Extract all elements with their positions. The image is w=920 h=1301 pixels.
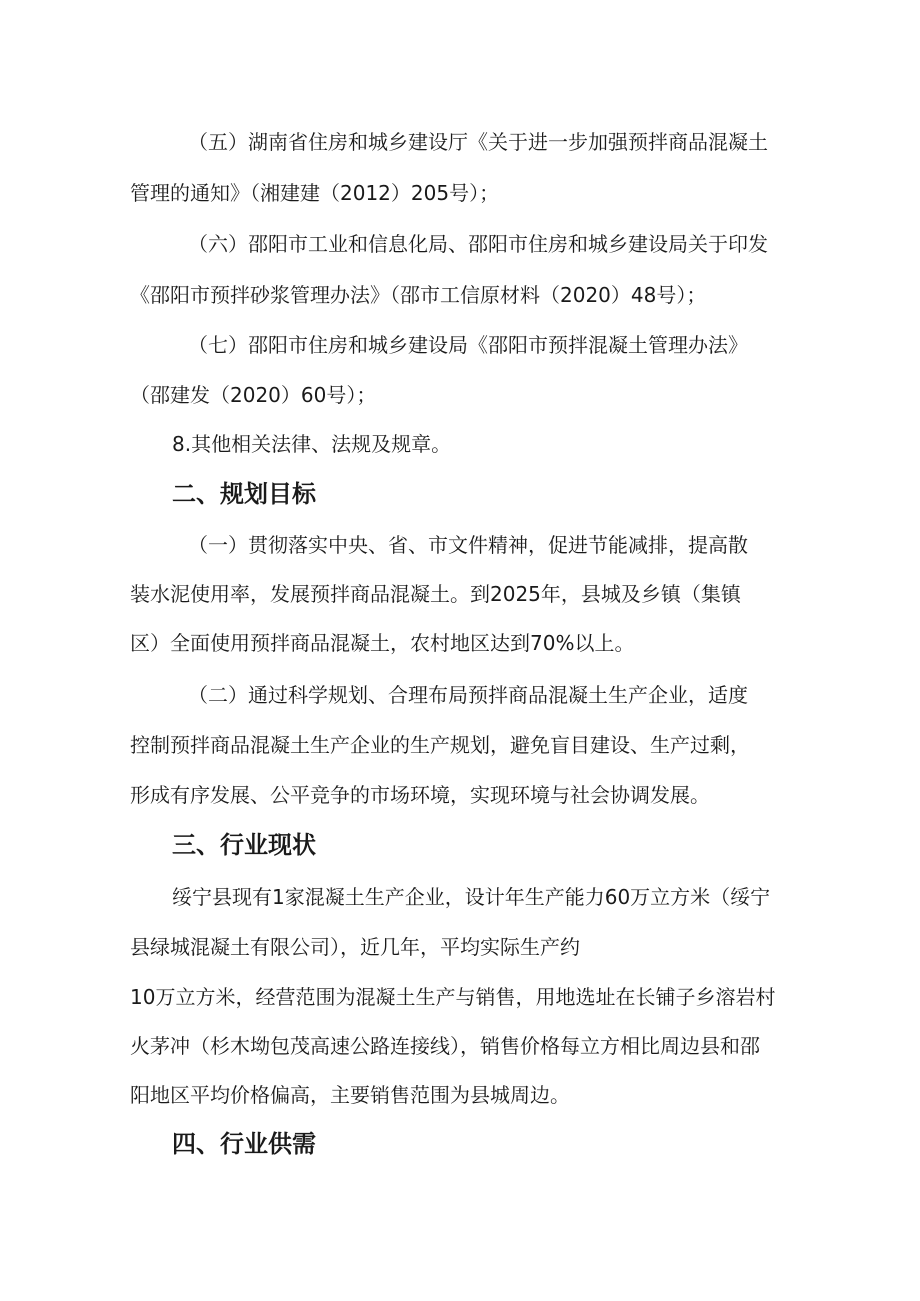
section-2-heading: 二、规划目标	[172, 480, 316, 508]
item-5-line-2: 管理的通知》（湘建建（2012）205号）；	[130, 181, 500, 205]
item-8: 8.其他相关法律、法规及规章。	[172, 432, 452, 456]
section-4-heading: 四、行业供需	[172, 1130, 316, 1158]
section-2-p1-line-3: 区）全面使用预拌商品混凝土，农村地区达到70%以上。	[130, 631, 635, 655]
item-6-line-1: （六）邵阳市工业和信息化局、邵阳市住房和城乡建设局关于印发	[188, 232, 768, 256]
item-5-line-1: （五）湖南省住房和城乡建设厅《关于进一步加强预拌商品混凝土	[188, 130, 768, 154]
section-2-p1-line-2: 装水泥使用率，发展预拌商品混凝土。到2025年，县城及乡镇（集镇	[130, 582, 741, 606]
item-6-line-2: 《邵阳市预拌砂浆管理办法》（邵市工信原材料（2020）48号）；	[130, 283, 707, 307]
section-3-heading: 三、行业现状	[172, 831, 316, 859]
section-3-p1-line-3: 10万立方米，经营范围为混凝土生产与销售，用地选址在长铺子乡溶岩村	[130, 985, 776, 1009]
section-3-p1-line-1: 绥宁县现有1家混凝土生产企业，设计年生产能力60万立方米（绥宁	[172, 885, 771, 909]
item-7-line-2: （邵建发（2020）60号）；	[130, 383, 377, 407]
section-3-p1-line-2: 县绿城混凝土有限公司），近几年，平均实际生产约	[130, 935, 580, 959]
section-2-p2-line-3: 形成有序发展、公平竞争的市场环境，实现环境与社会协调发展。	[130, 783, 710, 807]
section-2-p2-line-2: 控制预拌商品混凝土生产企业的生产规划，避免盲目建设、生产过剩，	[130, 733, 750, 757]
item-7-line-1: （七）邵阳市住房和城乡建设局《邵阳市预拌混凝土管理办法》	[188, 333, 748, 357]
section-3-p1-line-4: 火茅冲（杉木坳包茂高速公路连接线），销售价格每立方相比周边县和邵	[130, 1034, 760, 1058]
section-3-p1-line-5: 阳地区平均价格偏高，主要销售范围为县城周边。	[130, 1083, 570, 1107]
section-2-p1-line-1: （一）贯彻落实中央、省、市文件精神，促进节能减排，提高散	[188, 533, 748, 557]
section-2-p2-line-1: （二）通过科学规划、合理布局预拌商品混凝土生产企业，适度	[188, 683, 748, 707]
